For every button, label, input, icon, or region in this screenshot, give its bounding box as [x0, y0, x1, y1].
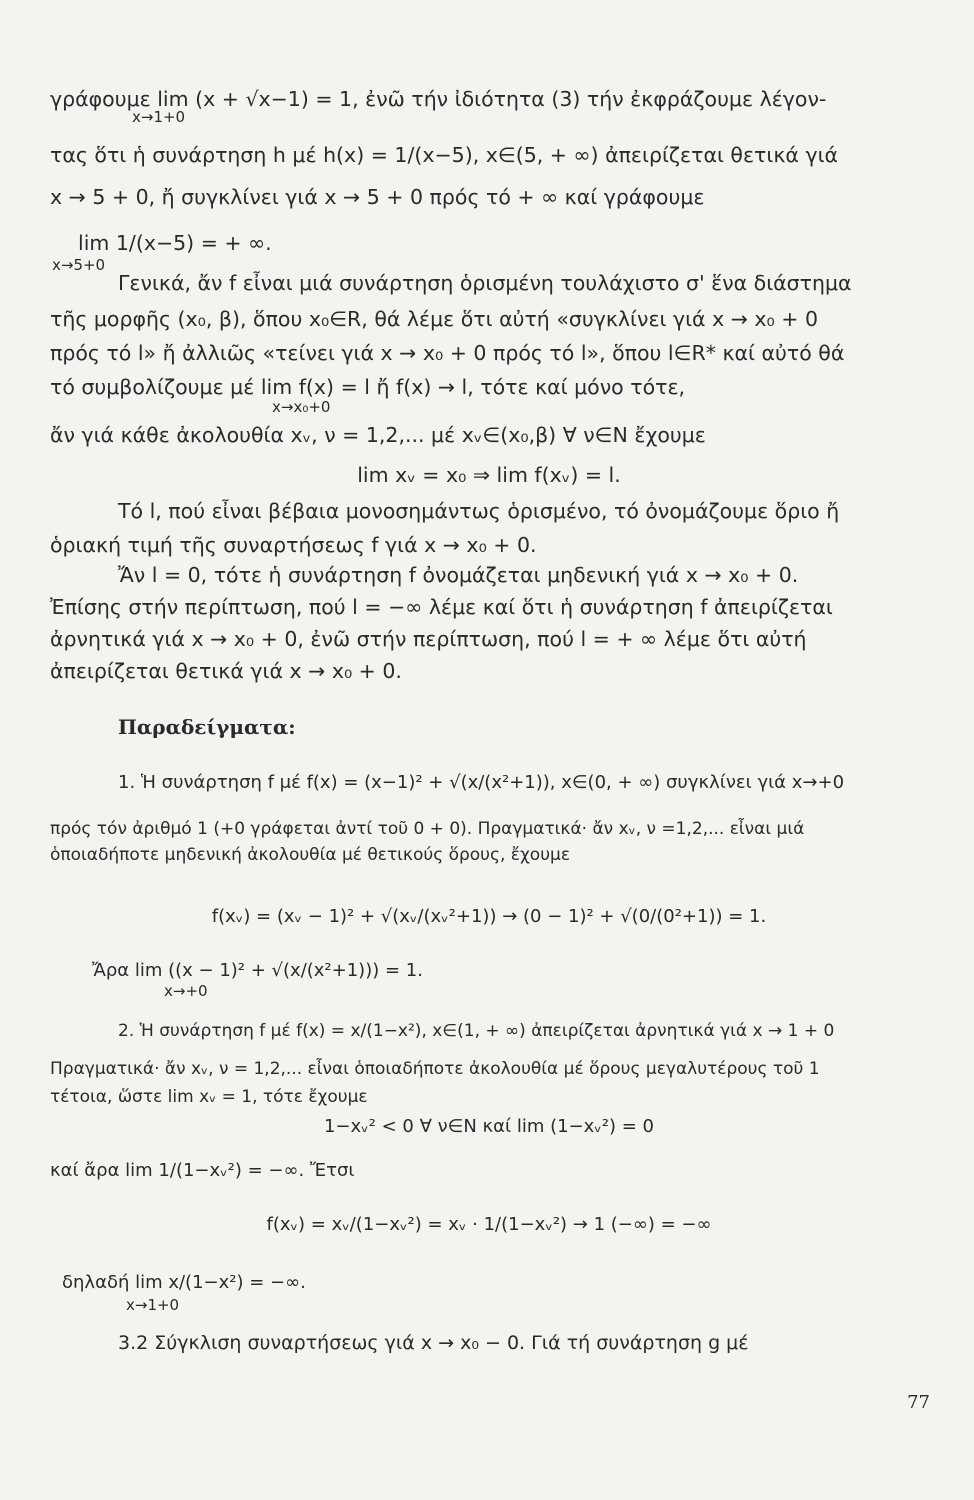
text-line: ὁποιαδήποτε μηδενική ἀκολουθία μέ θετικούς ὅρους, ἔχουμε: [50, 845, 571, 865]
text-line: ἀρνητικά γιά x → x₀ + 0, ἐνῶ στήν περίπτωση, πού l = + ∞ λέμε ὅτι αὐτή: [50, 627, 807, 651]
section-3-2-heading: 3.2 Σύγκλιση συναρτήσεως γιά x → x₀ − 0. Γιά τή συνάρτηση g μέ: [118, 1332, 749, 1354]
text-line: Ἐπίσης στήν περίπτωση, πού l = −∞ λέμε καί ὅτι ἡ συνάρτηση f ἀπειρίζεται: [50, 595, 833, 619]
text-line: ὁριακή τιμή τῆς συναρτήσεως f γιά x → x₀ + 0.: [50, 533, 537, 557]
text-line: γράφουμε lim (x + √x−1) = 1, ἐνῶ τήν ἰδιότητα (3) τήν ἐκφράζουμε λέγον-: [50, 87, 827, 111]
limit-subscript: x→x₀+0: [272, 398, 331, 416]
example-1: 1. Ἡ συνάρτηση f μέ f(x) = (x−1)² + √(x/(x²+1)), x∈(0, + ∞) συγκλίνει γιά x→+0: [118, 772, 845, 793]
text-line: Ἄν l = 0, τότε ἡ συνάρτηση f ὀνομάζεται μηδενική γιά x → x₀ + 0.: [118, 563, 799, 587]
limit-subscript: x→1+0: [132, 108, 186, 126]
display-formula: Ἄρα lim ((x − 1)² + √(x/(x²+1))) = 1.: [92, 960, 423, 981]
display-formula: f(xᵥ) = xᵥ/(1−xᵥ²) = xᵥ · 1/(1−xᵥ²) → 1 (−∞) = −∞: [266, 1214, 712, 1235]
section-heading: Παραδείγματα:: [118, 715, 296, 739]
text-line: Τό l, πού εἶναι βέβαια μονοσημάντως ὁρισμένο, τό ὀνομάζουμε ὅριο ἤ: [118, 499, 840, 523]
text-line: τό συμβολίζουμε μέ lim f(x) = l ἤ f(x) → l, τότε καί μόνο τότε,: [50, 375, 686, 399]
example-2: 2. Ἡ συνάρτηση f μέ f(x) = x/(1−x²), x∈(1, + ∞) ἀπειρίζεται ἀρνητικά γιά x → 1 + 0: [118, 1021, 835, 1041]
limit-subscript: x→5+0: [52, 256, 106, 274]
text-line: πρός τόν ἀριθμό 1 (+0 γράφεται ἀντί τοῦ 0 + 0). Πραγματικά· ἄν xᵥ, ν =1,2,... εἶναι μιά: [50, 819, 805, 839]
text-line: τέτοια, ὥστε lim xᵥ = 1, τότε ἔχουμε: [50, 1087, 368, 1107]
page-number: 77: [907, 1392, 930, 1413]
text-line: Πραγματικά· ἄν xᵥ, ν = 1,2,... εἶναι ὁποιαδήποτε ἀκολουθία μέ ὅρους μεγαλυτέρους τοῦ 1: [50, 1059, 820, 1079]
text-line: Γενικά, ἄν f εἶναι μιά συνάρτηση ὁρισμένη τουλάχιστο σ' ἕνα διάστημα: [118, 271, 852, 295]
text-line: πρός τό l» ἤ ἀλλιῶς «τείνει γιά x → x₀ + 0 πρός τό l», ὅπου l∈R* καί αὐτό θά: [50, 341, 845, 365]
text-line: καί ἄρα lim 1/(1−xᵥ²) = −∞. Ἔτσι: [50, 1160, 355, 1181]
display-formula: f(xᵥ) = (xᵥ − 1)² + √(xᵥ/(xᵥ²+1)) → (0 − 1)² + √(0/(0²+1)) = 1.: [211, 906, 767, 927]
limit-subscript: x→+0: [164, 982, 208, 1000]
display-formula: δηλαδή lim x/(1−x²) = −∞.: [62, 1272, 306, 1293]
display-formula: lim xᵥ = x₀ ⇒ lim f(xᵥ) = l.: [357, 463, 621, 487]
text-line: ἄν γιά κάθε ἀκολουθία xᵥ, ν = 1,2,... μέ xᵥ∈(x₀,β) ∀ ν∈N ἔχουμε: [50, 423, 706, 447]
text-line: ἀπειρίζεται θετικά γιά x → x₀ + 0.: [50, 659, 402, 683]
display-formula: 1−xᵥ² < 0 ∀ ν∈N καί lim (1−xᵥ²) = 0: [323, 1116, 655, 1137]
text-line: τῆς μορφῆς (x₀, β), ὅπου x₀∈R, θά λέμε ὅτι αὐτή «συγκλίνει γιά x → x₀ + 0: [50, 307, 819, 331]
text-line: x → 5 + 0, ἤ συγκλίνει γιά x → 5 + 0 πρός τό + ∞ καί γράφουμε: [50, 185, 705, 209]
limit-formula: lim 1/(x−5) = + ∞.: [78, 231, 272, 255]
limit-subscript: x→1+0: [126, 1296, 180, 1314]
text-line: τας ὅτι ἡ συνάρτηση h μέ h(x) = 1/(x−5), x∈(5, + ∞) ἀπειρίζεται θετικά γιά: [50, 143, 839, 167]
